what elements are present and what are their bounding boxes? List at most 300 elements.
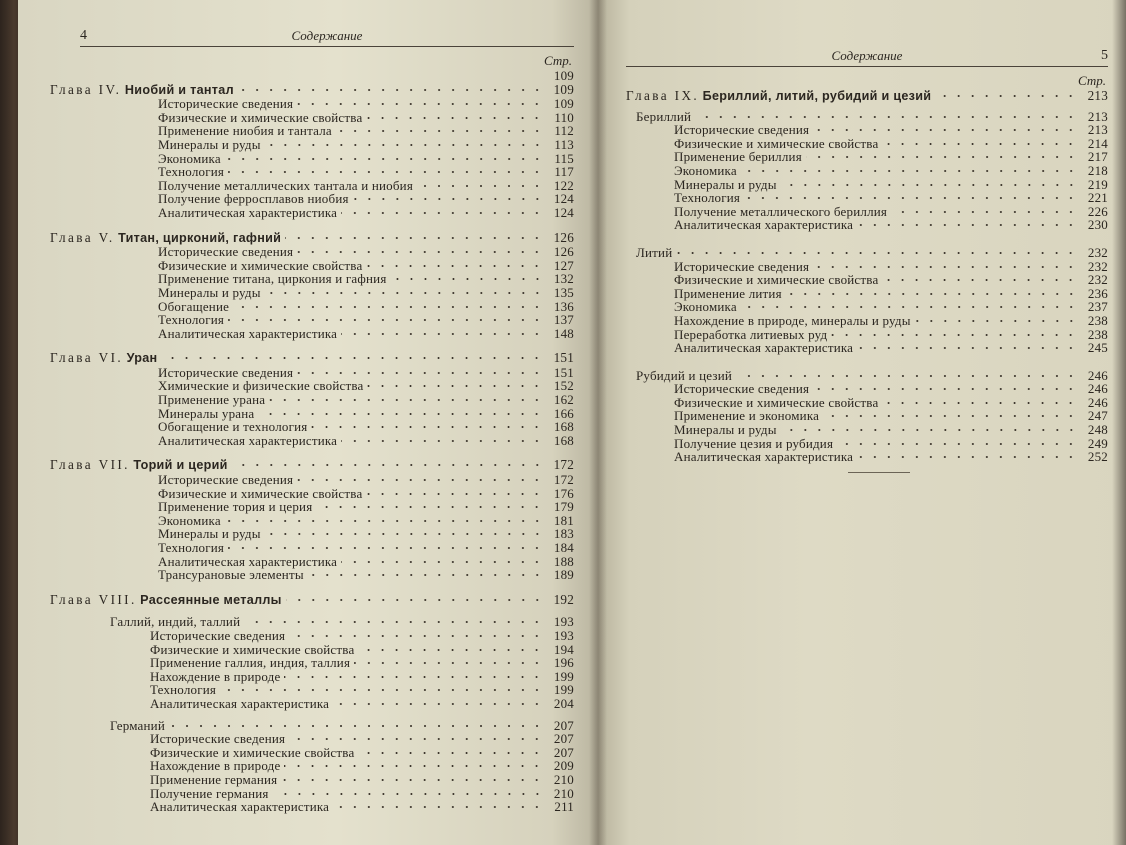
chapter-title: Уран [126,351,158,366]
toc-entry-page: 210 [553,785,574,801]
toc-entry-page: 117 [554,164,574,180]
toc-entry-page: 181 [553,512,574,528]
dot-leader [333,700,544,708]
chapter-label: Глава IV. [50,81,122,97]
dot-leader [366,114,544,122]
toc-entry [626,450,1108,464]
toc-chapter-text [50,593,282,608]
dot-leader [354,659,544,667]
toc-entry [626,314,1108,328]
dot-leader [736,372,1078,380]
toc-entry-text: Исторические сведения [158,96,294,112]
left-page-number: 4 [80,28,87,43]
dot-leader [220,686,544,694]
dot-leader [391,275,544,283]
toc-entry-page: 230 [1087,217,1108,233]
dot-leader [281,776,544,784]
dot-leader [228,544,544,552]
toc-entry-page: 127 [553,257,574,273]
toc-entry-page: 188 [553,553,574,569]
toc-entry [80,434,574,448]
toc-entry-text: Минералы и руды [158,526,261,542]
dot-leader [316,503,544,511]
toc-entry-page: 137 [553,312,574,328]
toc-chapter [50,351,574,366]
dot-leader [341,330,544,338]
right-page [598,0,1126,845]
toc-entry [80,732,574,746]
chapter-title: Рассеянные металлы [140,592,282,607]
toc-entry-text: Трансурановые элементы [158,567,304,583]
toc-entry-text: Применение и экономика [674,408,820,424]
toc-entry-page: 166 [553,405,574,421]
toc-entry [80,527,574,541]
toc-entry-text: Получение ферросплавов ниобия [158,191,349,207]
toc-group-text: Галлий, индий, таллий [110,614,241,630]
toc-entry-page: 151 [553,364,574,380]
dot-leader [244,618,544,626]
dot-leader [358,646,544,654]
dot-leader [935,92,1078,100]
toc-entry-text: Экономика [158,150,221,166]
toc-entry [626,300,1108,314]
dot-leader [289,632,544,640]
toc-entry-page: 247 [1087,408,1108,424]
dot-leader [341,209,544,217]
dot-leader [311,423,544,431]
toc-entry [626,191,1108,205]
dot-leader [813,126,1078,134]
toc-entry-text: Аналитическая характеристика [674,217,854,233]
toc-entry [626,382,1108,396]
left-top-page-row [80,69,574,83]
dot-leader [882,276,1078,284]
dot-leader [286,596,544,604]
dot-leader [781,181,1078,189]
toc-entry [80,568,574,582]
toc-entry [626,437,1108,451]
chapter-title: Ниобий и тантал [124,82,234,97]
toc-entry-text: Минералы и руды [674,176,777,192]
toc-entry [80,407,574,421]
toc-entry [80,313,574,327]
toc-entry-text: Аналитическая характеристика [158,553,338,569]
toc-entry-text: Получение цезия и рубидия [674,435,834,451]
toc-chapter-text [50,458,228,473]
dot-leader [285,234,544,242]
toc-entry [80,800,574,814]
toc-entry [626,150,1108,164]
toc-entry-text: Применение урана [158,392,266,408]
toc-entry [80,124,574,138]
dot-leader [417,182,544,190]
toc-entry-page: 210 [553,771,574,787]
dot-leader [915,317,1078,325]
toc-entry-text: Исторические сведения [150,731,286,747]
chapter-title: Бериллий, литий, рубидий и цезий [702,89,932,103]
toc-entry [626,396,1108,410]
toc-entry-text: Применение лития [674,285,782,301]
toc-chapter [626,89,1108,104]
dot-leader [744,194,1078,202]
toc-entry-page: 172 [553,472,574,488]
toc-entry-page: 110 [554,109,574,125]
toc-entry-text: Аналитическая характеристика [158,204,338,220]
toc-entry-page: 236 [1087,285,1108,301]
toc-entry-page: 252 [1087,449,1108,465]
chapter-label: Глава IX. [626,88,700,103]
toc-entry [80,683,574,697]
toc-chapter-page: 126 [553,229,574,245]
toc-entry-page: 245 [1087,340,1108,356]
toc-entry-page: 193 [553,627,574,643]
toc-entry-page: 246 [1087,381,1108,397]
dot-leader [265,289,544,297]
dot-leader [341,437,544,445]
toc-entry-page: 168 [553,419,574,435]
toc-entry-text: Применение галлия, индия, таллия [150,655,351,671]
toc-entry-text: Нахождение в природе [150,668,281,684]
toc-entry-text: Аналитическая характеристика [674,340,854,356]
dot-leader [284,673,544,681]
toc-entry [80,379,574,393]
toc-entry-text: Физические и химические свойства [150,744,355,760]
dot-leader [741,167,1078,175]
toc-entry [80,111,574,125]
toc-entry-page: 214 [1087,135,1108,151]
toc-chapter-text [626,89,931,104]
toc-entry-page: 207 [553,731,574,747]
toc-entry-text: Исторические сведения [674,381,810,397]
toc-entry-text: Нахождение в природе [150,758,281,774]
toc-entry [80,97,574,111]
toc-entry [80,138,574,152]
toc-entry-page: 124 [553,191,574,207]
toc-entry-text: Применение германия [150,771,278,787]
toc-chapter [50,83,574,98]
dot-leader [695,113,1078,121]
toc-entry [626,218,1108,232]
toc-entry [80,366,574,380]
dot-leader [258,410,544,418]
toc-entry-text: Минералы и руды [674,422,777,438]
toc-entry-text: Аналитическая характеристика [158,325,338,341]
toc-entry [80,420,574,434]
dot-leader [857,453,1078,461]
toc-entry-text: Применение титана, циркония и гафния [158,271,387,287]
dot-leader [831,331,1078,339]
toc-entry-text: Исторические сведения [150,627,286,643]
toc-entry-text: Применение тория и церия [158,499,313,515]
toc-entry [80,643,574,657]
dot-leader [806,153,1078,161]
toc-entry-page: 194 [553,641,574,657]
dot-leader [297,476,544,484]
right-running-title: Содержание [831,48,903,63]
dot-leader [297,369,544,377]
toc-entry-text: Химические и физические свойства [158,378,364,394]
toc-entry-text: Применение ниобия и тантала [158,123,332,139]
book-gutter [589,0,607,845]
toc-chapter-text [50,231,281,246]
dot-leader [289,735,544,743]
dot-leader [676,249,1078,257]
toc-entry [80,393,574,407]
dot-leader [233,303,544,311]
left-top-page: 109 [553,68,574,83]
toc-entry-text: Минералы и руды [158,284,261,300]
toc-entry-page: 213 [1087,122,1108,138]
toc-chapter-page: 213 [1087,88,1108,103]
dot-leader [228,316,544,324]
toc-entry [80,192,574,206]
dot-leader [169,722,544,730]
page-edge-shadow [1112,0,1126,845]
toc-entry [626,164,1108,178]
toc-entry-page: 109 [553,96,574,112]
toc-entry [80,746,574,760]
toc-entry-page: 179 [553,499,574,515]
chapter-label: Глава VII. [50,457,130,473]
dot-leader [308,571,544,579]
toc-entry-text: Исторические сведения [674,122,810,138]
dot-leader [781,426,1078,434]
toc-entry-page: 218 [1087,162,1108,178]
toc-group-page: 246 [1087,367,1108,383]
toc-entry-text: Технология [158,312,225,328]
toc-entry [80,670,574,684]
toc-group-page: 213 [1087,108,1108,124]
toc-entry-text: Физические и химические свойства [158,485,363,501]
dot-leader [367,382,544,390]
toc-entry-page: 124 [553,204,574,220]
toc-entry-text: Минералы и руды [158,136,261,152]
toc-entry-text: Переработка литиевых руд [674,326,828,342]
toc-group-text: Германий [110,717,165,733]
toc-entry-text: Получение металлического бериллия [674,203,888,219]
toc-entry-page: 217 [1087,149,1108,165]
toc-entry [626,260,1108,274]
toc-entry [80,541,574,555]
toc-entry-text: Аналитическая характеристика [150,799,330,815]
toc-entry-page: 199 [553,668,574,684]
toc-entry-text: Исторические сведения [158,364,294,380]
toc-entry [80,272,574,286]
toc-entry-text: Физические и химические свойства [158,109,363,125]
left-toc [50,81,574,815]
toc-entry [80,245,574,259]
toc-entry-text: Аналитическая характеристика [150,695,330,711]
chapter-title: Титан, цирконий, гафний [118,230,282,245]
toc-entry-page: 112 [554,123,574,139]
chapter-title: Торий и церий [133,458,228,473]
toc-entry [80,697,574,711]
toc-entry [80,514,574,528]
toc-entry [626,328,1108,342]
toc-entry [626,287,1108,301]
end-rule [848,472,910,473]
toc-entry [80,327,574,341]
dot-leader [297,100,544,108]
left-page [18,0,598,845]
toc-group [626,369,1108,383]
dot-leader [786,290,1078,298]
dot-leader [333,803,544,811]
dot-leader [225,155,544,163]
toc-entry-text: Физические и химические свойства [158,257,363,273]
toc-entry-text: Аналитическая характеристика [158,432,338,448]
toc-entry [80,773,574,787]
toc-entry-page: 238 [1087,312,1108,328]
toc-entry-page: 183 [553,526,574,542]
dot-leader [813,263,1078,271]
toc-entry-page: 189 [553,567,574,583]
dot-leader [336,127,544,135]
toc-group-page: 207 [553,717,574,733]
dot-leader [265,141,544,149]
toc-entry-page: 221 [1087,190,1108,206]
toc-entry-text: Исторические сведения [674,258,810,274]
toc-entry [626,423,1108,437]
dot-leader [284,762,544,770]
toc-entry-text: Технология [158,164,225,180]
toc-entry [626,273,1108,287]
toc-group-text: Рубидий и цезий [636,367,733,383]
dot-leader [269,396,544,404]
toc-entry [80,206,574,220]
dot-leader [366,262,544,270]
toc-group [626,110,1108,124]
toc-entry-text: Исторические сведения [158,472,294,488]
toc-entry-page: 211 [554,799,574,815]
toc-entry-page: 113 [554,136,574,152]
dot-leader [232,461,544,469]
toc-entry [80,555,574,569]
toc-group [626,246,1108,260]
toc-entry-page: 148 [553,325,574,341]
dot-leader [353,195,544,203]
toc-entry [80,300,574,314]
toc-chapter-page: 109 [553,81,574,97]
dot-leader [813,385,1078,393]
toc-entry-text: Обогащение и технология [158,419,308,435]
toc-chapter-page: 172 [553,457,574,473]
toc-entry [80,487,574,501]
right-page-number: 5 [1101,48,1108,63]
dot-leader [857,344,1078,352]
toc-entry-text: Получение германия [150,785,269,801]
toc-chapter-text [50,83,234,98]
toc-group [80,615,574,629]
toc-entry [626,137,1108,151]
toc-entry-page: 176 [553,485,574,501]
toc-entry-text: Экономика [674,299,737,315]
toc-entry-page: 168 [553,432,574,448]
chapter-label: Глава V. [50,229,115,245]
toc-entry-page: 184 [553,540,574,555]
toc-chapter-page: 151 [553,350,574,366]
toc-entry-page: 248 [1087,422,1108,438]
dot-leader [358,749,544,757]
toc-entry-text: Нахождение в природе, минералы и руды [674,312,911,328]
toc-entry-text: Получение металлических тантала и ниобия [158,177,413,193]
toc-entry-text: Минералы урана [158,405,255,421]
dot-leader [225,517,544,525]
dot-leader [273,790,544,798]
toc-chapter [50,458,574,473]
toc-entry-page: 232 [1087,258,1108,274]
toc-entry [80,500,574,514]
toc-chapter-text [50,351,157,366]
toc-entry-page: 122 [553,177,574,193]
toc-entry [80,473,574,487]
toc-entry-page: 249 [1087,435,1108,451]
toc-entry-page: 136 [553,298,574,314]
dot-leader [837,440,1078,448]
toc-group-text: Литий [636,244,673,260]
toc-group-page: 232 [1087,244,1108,260]
chapter-label: Глава VIII. [50,591,137,607]
toc-entry-page: 152 [553,378,574,394]
toc-entry-text: Обогащение [158,298,230,314]
chapter-label: Глава VI. [50,350,124,366]
toc-entry-text: Технология [150,682,217,698]
dot-leader [238,86,544,94]
dot-leader [366,490,544,498]
toc-entry [80,165,574,179]
toc-entry-text: Применение бериллия [674,149,802,165]
toc-entry-page: 246 [1087,394,1108,410]
toc-entry-text: Технология [158,540,225,555]
dot-leader [741,303,1078,311]
toc-entry-page: 126 [553,244,574,260]
toc-group-text: Бериллий [636,108,692,124]
dot-leader [882,140,1078,148]
dot-leader [882,399,1078,407]
toc-entry [80,629,574,643]
toc-entry [626,341,1108,355]
toc-entry-text: Экономика [158,512,221,528]
toc-entry-page: 132 [553,271,574,287]
toc-entry-page: 162 [553,392,574,408]
toc-entry-text: Физические и химические свойства [674,394,879,410]
toc-entry [80,152,574,166]
toc-entry [80,286,574,300]
toc-group-page: 193 [553,614,574,630]
toc-entry-page: 209 [553,758,574,774]
toc-entry [626,123,1108,137]
toc-entry [80,656,574,670]
toc-entry [80,179,574,193]
right-str-label: Стр. [1078,73,1106,88]
left-running-title: Содержание [291,28,363,43]
toc-chapter-page: 192 [553,591,574,607]
dot-leader [857,221,1078,229]
dot-leader [265,530,544,538]
toc-entry [80,759,574,773]
toc-entry [626,205,1108,219]
right-toc [626,89,1108,464]
toc-entry-page: 204 [553,695,574,711]
toc-entry-text: Физические и химические свойства [150,641,355,657]
toc-entry-page: 226 [1087,203,1108,219]
toc-entry-page: 238 [1087,326,1108,342]
toc-entry-page: 207 [553,744,574,760]
toc-entry-text: Физические и химические свойства [674,135,879,151]
toc-entry-page: 196 [553,655,574,671]
toc-entry-page: 199 [553,682,574,698]
toc-entry [626,178,1108,192]
